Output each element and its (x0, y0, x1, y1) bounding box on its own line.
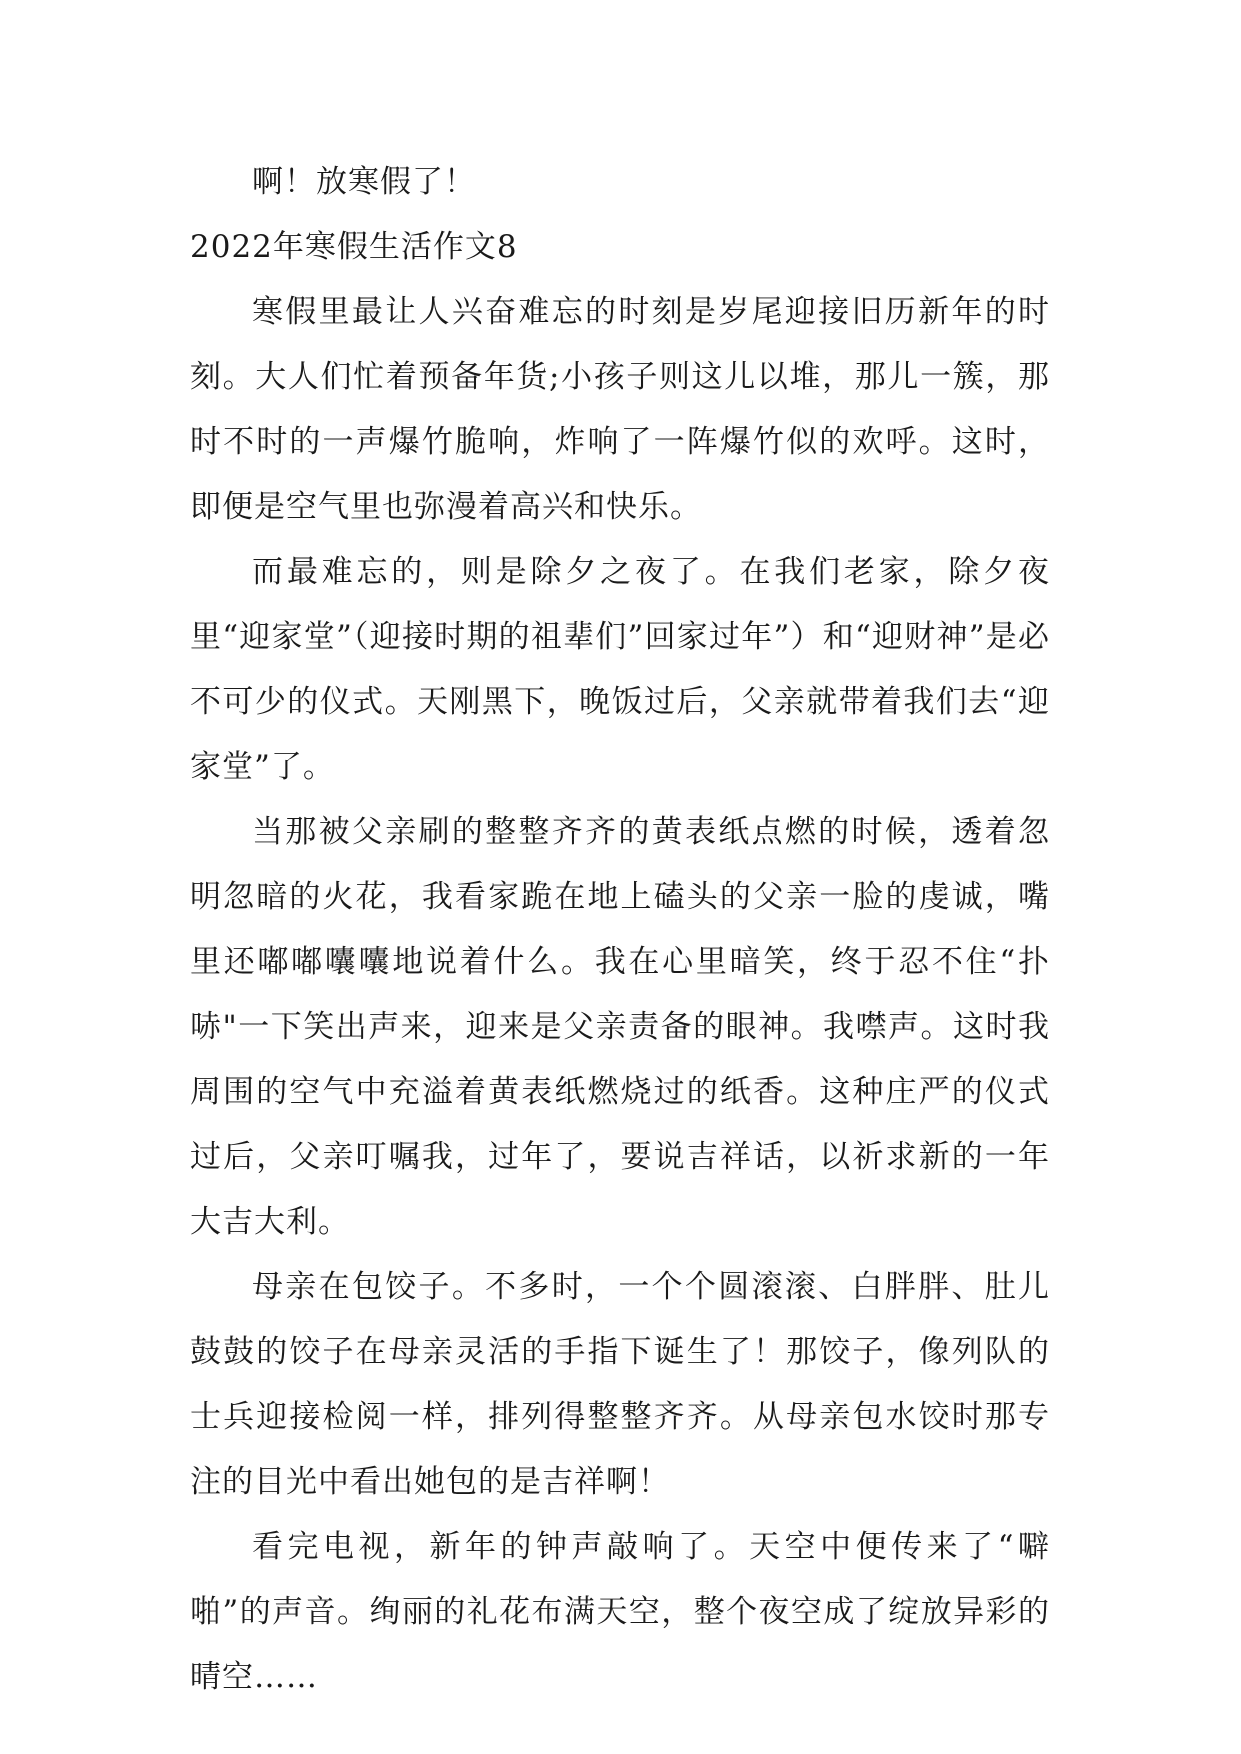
paragraph-1: 寒假里最让人兴奋难忘的时刻是岁尾迎接旧历新年的时刻。大人们忙着预备年货;小孩子则这儿以堆，那儿一簇，那时不时的一声爆竹脆响，炸响了一阵爆竹似的欢呼。这时，即便是空气里也弥漫着高兴和快乐。 (190, 294, 1050, 525)
document-body (190, 150, 1050, 1710)
paragraph-3: 当那被父亲刷的整整齐齐的黄表纸点燃的时候，透着忽明忽暗的火花，我看家跪在地上磕头的父亲一脸的虔诚，嘴里还嘟嘟囔囔地说着什么。我在心里暗笑，终于忍不住“扑哧"一下笑出声来，迎来是父亲责备的眼神。我噤声。这时我周围的空气中充溢着黄表纸燃烧过的纸香。这种庄严的仪式过后，父亲叮嘱我，过年了，要说吉祥话，以祈求新的一年大吉大利。 (190, 814, 1050, 1240)
essay-title: 2022年寒假生活作文8 (190, 229, 518, 265)
paragraph-2: 而最难忘的，则是除夕之夜了。在我们老家，除夕夜里“迎家堂”（迎接时期的祖辈们”回家过年”）和“迎财神”是必不可少的仪式。天刚黑下，晚饭过后，父亲就带着我们去“迎家堂”了。 (190, 554, 1050, 785)
opening-line: 啊！放寒假了！ (252, 164, 476, 200)
paragraph-4: 母亲在包饺子。不多时，一个个圆滚滚、白胖胖、肚儿鼓鼓的饺子在母亲灵活的手指下诞生了！那饺子，像列队的士兵迎接检阅一样，排列得整整齐齐。从母亲包水饺时那专注的目光中看出她包的是吉祥啊！ (190, 1269, 1050, 1500)
paragraph-5: 看完电视，新年的钟声敲响了。天空中便传来了“噼啪”的声音。绚丽的礼花布满天空，整个夜空成了绽放异彩的晴空…… (190, 1529, 1050, 1695)
